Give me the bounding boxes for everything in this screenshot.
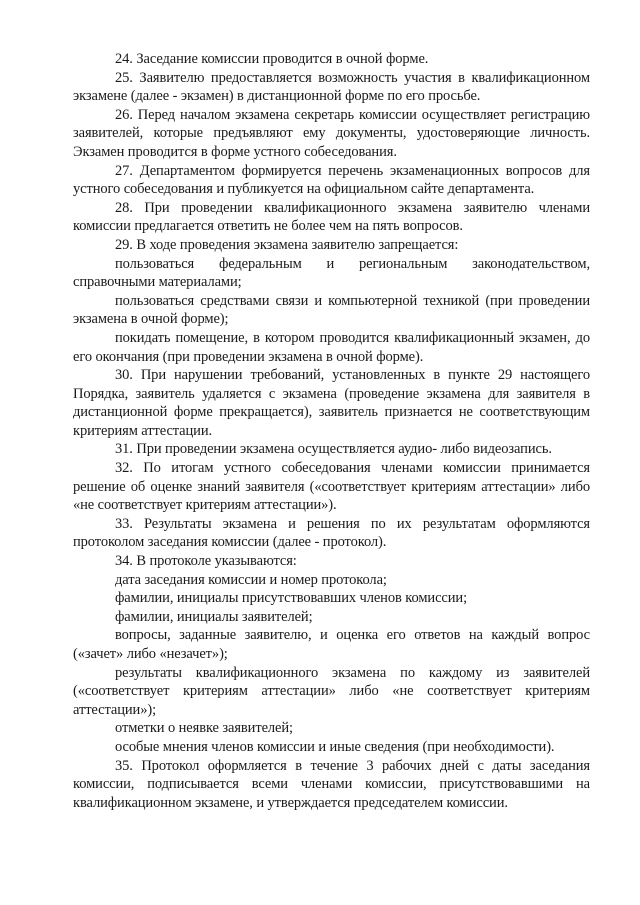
paragraph-34: 34. В протоколе указываются: [115, 553, 297, 570]
document-page [73, 50, 590, 812]
paragraph-34-item-1: дата заседания комиссии и номер протокола; [115, 571, 387, 588]
paragraph-35: 35. Протокол оформляется в течение 3 рабочих дней с даты заседания комиссии, подписывается всеми членами комиссии, присутствовавшими на квалификационном экзамене, и утверждается председателем комиссии. [73, 757, 590, 811]
paragraph-30: 30. При нарушении требований, установленных в пункте 29 настоящего Порядка, заявитель удаляется с экзамена (проведение экзамена для заявителя в дистанционной форме прекращается), заявитель признается не соответствующим критериям аттестации. [73, 367, 590, 439]
paragraph-25: 25. Заявителю предоставляется возможность участия в квалификационном экзамене (далее - экзамен) в дистанционной форме по его просьбе. [73, 69, 590, 105]
paragraph-34-item-5: результаты квалификационного экзамена по каждому из заявителей («соответствует критериям аттестации» либо «не соответствует критериям аттестации»); [73, 664, 590, 718]
paragraph-34-item-7: особые мнения членов комиссии и иные сведения (при необходимости). [115, 738, 555, 755]
paragraph-31: 31. При проведении экзамена осуществляется аудио- либо видеозапись. [115, 441, 552, 458]
paragraph-24: 24. Заседание комиссии проводится в очной форме. [115, 51, 429, 67]
paragraph-32: 32. По итогам устного собеседования членами комиссии принимается решение об оценке знаний заявителя («соответствует критериям аттестации» либо «не соответствует критериям аттестации»). [73, 460, 590, 514]
paragraph-29-item-1: пользоваться федеральным и региональным законодательством, справочными материалами; [73, 255, 590, 291]
paragraph-27: 27. Департаментом формируется перечень экзаменационных вопросов для устного собеседования и публикуется на официальном сайте департамента. [73, 162, 590, 198]
paragraph-34-item-6: отметки о неявке заявителей; [115, 720, 293, 737]
paragraph-29-item-3: покидать помещение, в котором проводится квалификационный экзамен, до его окончания (при проведении экзамена в очной форме). [73, 329, 590, 365]
paragraph-34-item-4: вопросы, заданные заявителю, и оценка его ответов на каждый вопрос («зачет» либо «незачет»); [73, 627, 590, 662]
paragraph-29-item-2: пользоваться средствами связи и компьютерной техникой (при проведении экзамена в очной форме); [73, 292, 590, 328]
paragraph-33: 33. Результаты экзамена и решения по их результатам оформляются протоколом заседания комиссии (далее - протокол). [73, 515, 590, 551]
paragraph-29: 29. В ходе проведения экзамена заявителю запрещается: [115, 236, 459, 253]
paragraph-26: 26. Перед началом экзамена секретарь комиссии осуществляет регистрацию заявителей, которые предъявляют ему документы, удостоверяющие личность. Экзамен проводится в форме устного собеседования. [73, 106, 590, 160]
paragraph-34-item-2: фамилии, инициалы присутствовавших членов комиссии; [115, 590, 468, 607]
paragraph-34-item-3: фамилии, инициалы заявителей; [115, 608, 313, 625]
paragraph-28: 28. При проведении квалификационного экзамена заявителю членами комиссии предлагается ответить не более чем на пять вопросов. [73, 199, 590, 235]
